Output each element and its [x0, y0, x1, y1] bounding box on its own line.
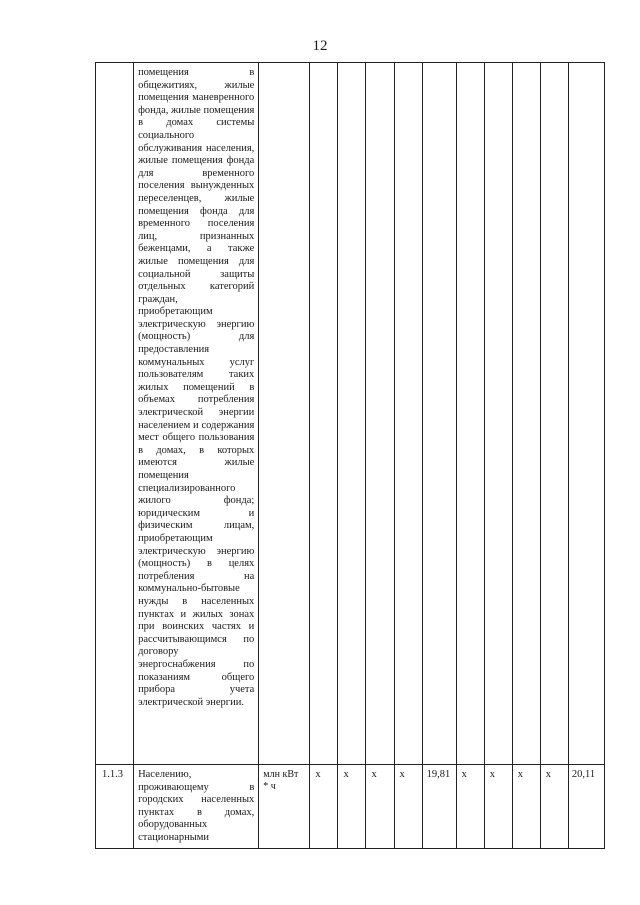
value-cell [456, 63, 484, 765]
value-cell [366, 63, 394, 765]
unit-cell: млн кВт * ч [259, 765, 310, 849]
tariff-table [95, 62, 605, 849]
value-cell: x [484, 765, 512, 849]
value-cell: 19,81 [422, 765, 456, 849]
value-cell [310, 63, 338, 765]
value-cell: x [540, 765, 568, 849]
row-number-cell: 1.1.3 [96, 765, 134, 849]
value-cell: x [366, 765, 394, 849]
value-cell: 20,11 [568, 765, 604, 849]
value-cell [394, 63, 422, 765]
consumer-description-cell [134, 63, 259, 765]
consumer-description: помещения в общежитиях, жилые помещения маневренного фонда, жилые помещения в домах системы социального обслуживания населения, жилые помещения фонда для временного поселения вынужденных переселенцев, жилые помещения фонда для временного поселения лиц, признанных беженцами, а также жилые помещения для социальной защиты отдельных категорий граждан, приобретающим электрическую энергию (мощность) для предоставления коммунальных услуг пользователям таких жилых помещений в объемах потребления электрической энергии населением и содержания мест общего пользования в домах, в которых имеются жилые помещения специализированного жилого фонда; юридическим и физическим лицам, приобретающим электрическую энергию (мощность) в целях потребления на коммунально-бытовые нужды в населенных пунктах и жилых зонах при воинских частях и рассчитывающимся по договору энергоснабжения по показаниям общего прибора учета электрической энергии. [138, 67, 255, 708]
value-cell: x [512, 765, 540, 849]
table-row [96, 765, 605, 849]
value-cell: x [394, 765, 422, 849]
value-cell: x [456, 765, 484, 849]
value-cell: x [310, 765, 338, 849]
value-cell [568, 63, 604, 765]
value-cell: x [338, 765, 366, 849]
row-number-cell [96, 63, 134, 765]
value-cell [422, 63, 456, 765]
value-cell [484, 63, 512, 765]
table-row [96, 63, 605, 765]
value-cell [338, 63, 366, 765]
consumer-description-cell [134, 765, 259, 849]
unit-cell [259, 63, 310, 765]
consumer-description: Населению, проживающему в городских населенных пунктах в домах, оборудованных стационарными [138, 769, 255, 843]
page-number: 12 [312, 38, 328, 54]
value-cell [540, 63, 568, 765]
value-cell [512, 63, 540, 765]
